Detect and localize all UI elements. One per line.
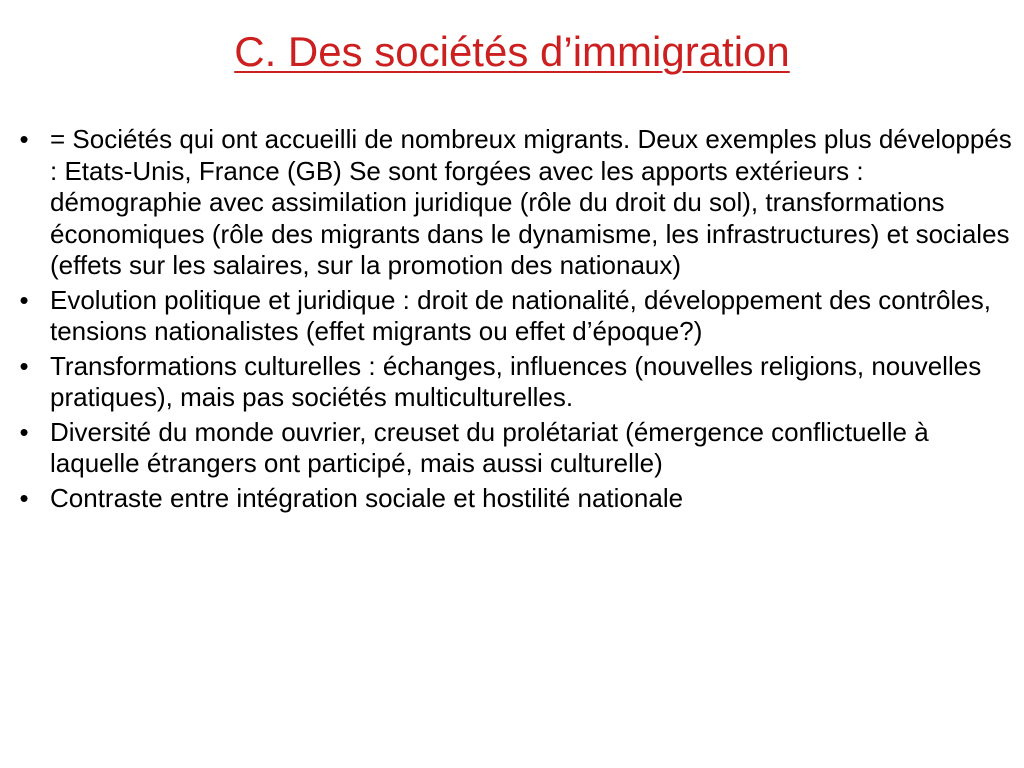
bullet-item-1: [12, 124, 1014, 282]
bullet-icon: •: [19, 350, 29, 381]
bullet-icon: •: [19, 416, 29, 447]
bullet-text: Transformations culturelles : échanges, influences (nouvelles religions, nouvelles pratiques), mais pas sociétés multiculturelles.: [50, 350, 982, 412]
bullet-text: = Sociétés qui ont accueilli de nombreux migrants. Deux exemples plus développés : Etats-Unis, France (GB) Se sont forgées avec les apports extérieurs : démographie avec assimilation juridique (rôle du droit du sol), transformations économiques (rôle des migrants dans le dynamisme, les infrastructures) et sociales (effets sur les salaires, sur la promotion des nationaux): [50, 124, 1012, 280]
bullet-text: Contraste entre intégration sociale et hostilité nationale: [50, 482, 684, 513]
bullet-item-5: [12, 483, 1014, 515]
bullet-icon: •: [19, 124, 29, 154]
bullet-item-2: [12, 285, 1014, 348]
bullet-item-4: [12, 417, 1014, 480]
slide-title: C. Des sociétés d’immigration: [234, 28, 790, 75]
bullet-icon: •: [19, 482, 29, 513]
bullet-item-3: [12, 351, 1014, 414]
bullet-icon: •: [19, 284, 29, 315]
bullet-text: Diversité du monde ouvrier, creuset du prolétariat (émergence conflictuelle à laquelle étrangers ont participé, mais aussi culturelle): [50, 416, 929, 478]
bullet-list: [12, 124, 1014, 517]
bullet-text: Evolution politique et juridique : droit de nationalité, développement des contrôles, tensions nationalistes (effet migrants ou effet d’époque?): [50, 284, 991, 346]
